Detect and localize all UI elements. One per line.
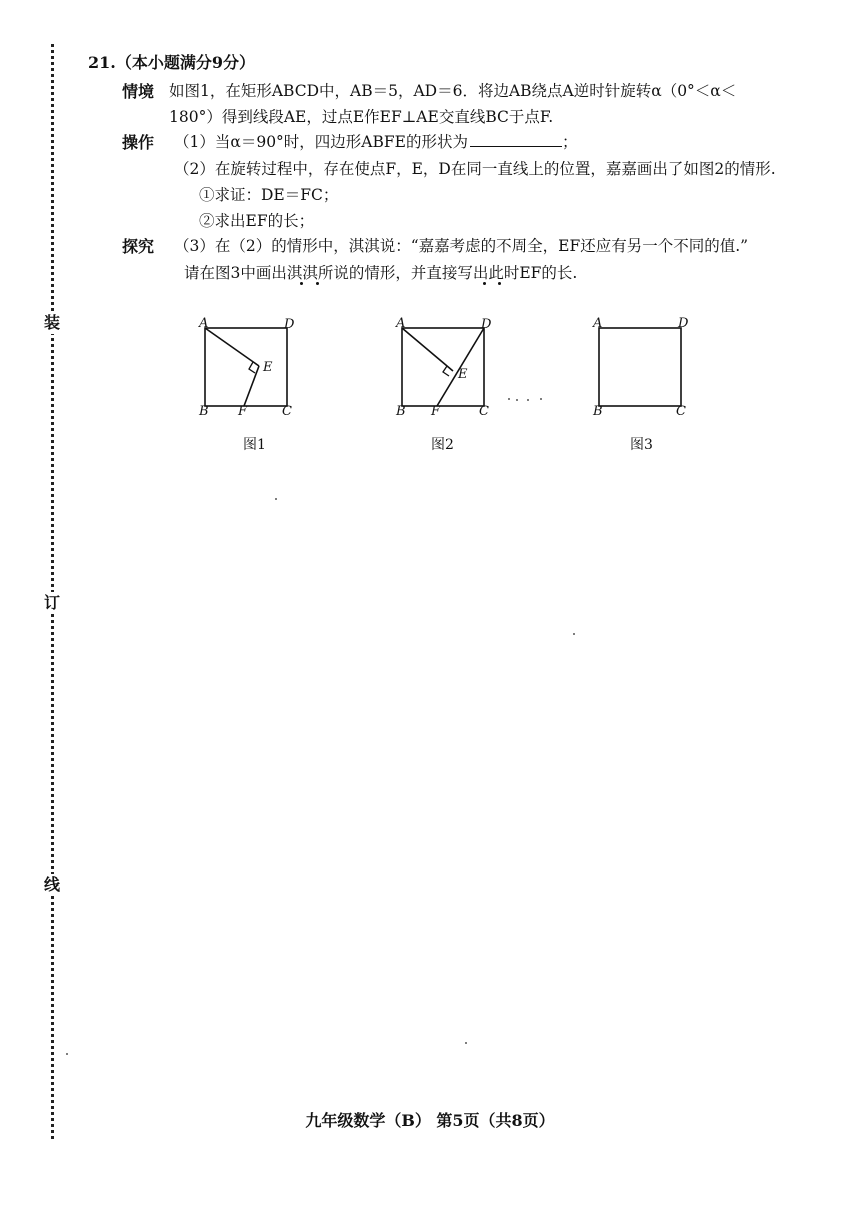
scan-speck (465, 1042, 467, 1044)
explore-line-2: 请在图3中画出淇淇所说的情形，并直接写出此时EF的长. (184, 264, 578, 282)
figure-2 (387, 310, 497, 420)
label-e: E (263, 360, 273, 375)
explore-line-1: （3）在（2）的情形中，淇淇说：“嘉嘉考虑的不周全，EF还应有另一个不同的值.” (174, 237, 749, 255)
label-f: F (431, 404, 441, 419)
operation-sub-2: ②求出EF的长； (199, 212, 315, 230)
segment-ae (402, 328, 453, 371)
label-b: B (396, 404, 406, 419)
figure-1 (190, 310, 300, 420)
operation-part-2: （2）在旋转过程中，存在使点F，E，D在同一直线上的位置，嘉嘉画出了如图2的情形. (174, 160, 776, 178)
situation-line-2: 180°）得到线段AE，过点E作EF⊥AE交直线BC于点F. (169, 108, 554, 126)
rectangle-abcd (599, 328, 681, 406)
operation-label: 操作 (122, 133, 155, 152)
label-a: A (396, 316, 406, 331)
right-angle-mark (249, 362, 255, 373)
label-b: B (593, 404, 603, 419)
label-b: B (199, 404, 209, 419)
figure-3-caption: 图3 (630, 437, 653, 453)
label-c: C (676, 404, 686, 419)
figure-1-caption: 图1 (243, 437, 266, 453)
question-title: 21.（本小题满分9分） (88, 53, 255, 72)
label-f: F (238, 404, 248, 419)
label-a: A (199, 316, 209, 331)
binding-char-xian: 线 (43, 875, 60, 894)
scan-speck (516, 399, 518, 401)
label-a: A (593, 316, 603, 331)
situation-line-1: 如图1，在矩形ABCD中，AB＝5，AD＝6．将边AB绕点A逆时针旋转α（0°＜α＜ (169, 82, 737, 100)
label-d: D (678, 316, 689, 331)
label-d: D (481, 317, 492, 332)
label-c: C (479, 404, 489, 419)
binding-char-ding: 订 (43, 593, 60, 612)
answer-blank[interactable] (470, 132, 562, 147)
explore-label: 探究 (122, 237, 155, 256)
emphasis-dot (300, 282, 303, 285)
figure-2-caption: 图2 (431, 437, 454, 453)
rectangle-abcd (402, 328, 484, 406)
binding-char-zhuang: 装 (43, 313, 60, 332)
segment-ef (244, 366, 259, 406)
operation-sub-1: ①求证：DE＝FC； (199, 186, 339, 204)
situation-label: 情境 (122, 82, 155, 101)
scan-speck (508, 398, 510, 400)
label-e: E (458, 367, 468, 382)
scan-speck (66, 1053, 68, 1055)
label-c: C (282, 404, 292, 419)
scan-speck (540, 398, 542, 400)
operation-part-1 (174, 130, 577, 152)
emphasis-dot (316, 282, 319, 285)
operation-part-1-text: （1）当α＝90°时，四边形ABFE的形状为 (174, 133, 468, 151)
scan-speck (527, 399, 529, 401)
segment-ae (205, 328, 259, 366)
scan-speck (573, 633, 575, 635)
label-d: D (284, 317, 295, 332)
scan-speck (275, 498, 277, 500)
page-footer: 九年级数学（B） 第5页（共8页） (305, 1111, 555, 1130)
operation-part-1-suffix: ； (561, 133, 578, 151)
emphasis-dot (498, 282, 501, 285)
figure-3 (584, 310, 694, 420)
emphasis-dot (483, 282, 486, 285)
rectangle-abcd (205, 328, 287, 406)
